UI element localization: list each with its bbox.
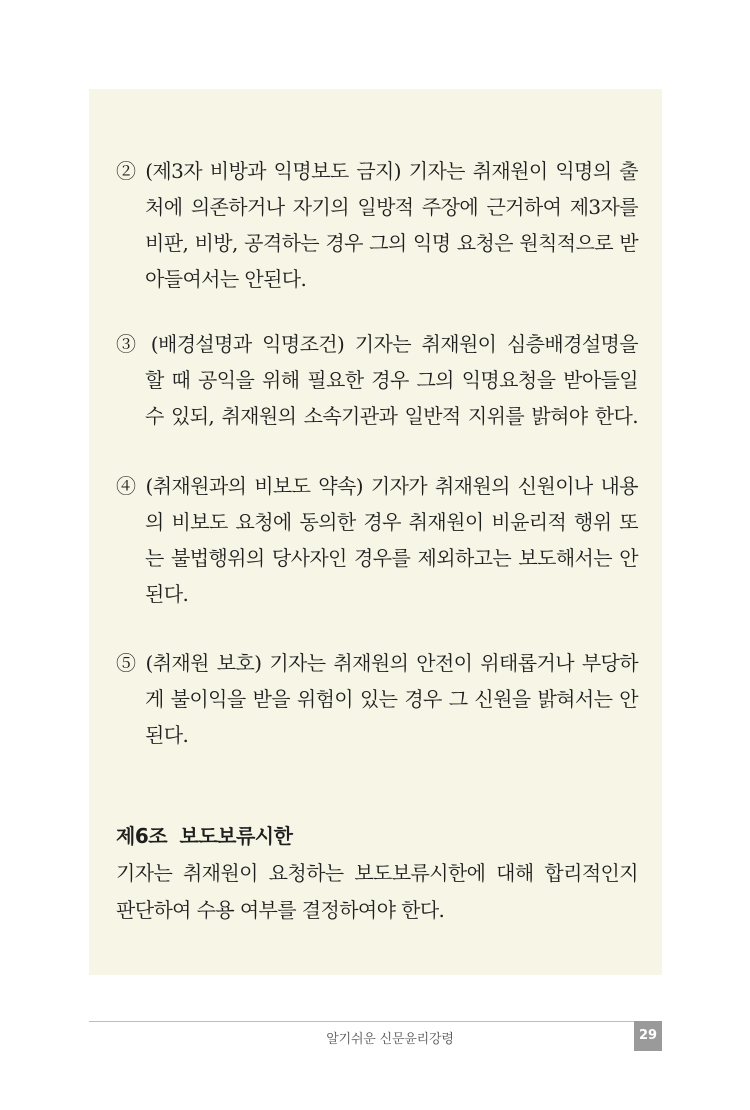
footer-divider — [89, 1021, 634, 1022]
clause-line: 처에 의존하거나 자기의 일방적 주장에 근거하여 제3자를 — [145, 195, 638, 219]
clause-line: 된다. — [145, 582, 189, 606]
clause-line: 수 있되, 취재원의 소속기관과 일반적 지위를 밝혀야 한다. — [145, 404, 638, 428]
article-body — [116, 855, 638, 929]
article-line: 판단하여 수용 여부를 결정하여야 한다. — [116, 898, 445, 922]
clause-line: 된다. — [145, 723, 189, 747]
page-number-badge: 29 — [634, 1021, 662, 1051]
footer-book-title: 알기쉬운 신문윤리강령 — [326, 1032, 454, 1047]
clause-line: 게 불이익을 받을 위험이 있는 경우 그 신원을 밝혀서는 안 — [145, 687, 638, 711]
clause-line: 의 비보도 요청에 동의한 경우 취재원이 비윤리적 행위 또 — [145, 510, 638, 534]
clause-line: 할 때 공익을 위해 필요한 경우 그의 익명요청을 받아들일 — [145, 368, 638, 392]
clause-line: 비판, 비방, 공격하는 경우 그의 익명 요청은 원칙적으로 받 — [145, 231, 638, 255]
clause-line: 아들여서는 안된다. — [145, 267, 307, 291]
clause-5 — [116, 645, 638, 753]
article-line: 기자는 취재원이 요청하는 보도보류시한에 대해 합리적인지 — [116, 861, 638, 885]
clause-3 — [116, 326, 638, 434]
clause-line: ③ (배경설명과 익명조건) 기자는 취재원이 심층배경설명을 — [116, 332, 638, 356]
clause-2 — [116, 153, 638, 297]
clause-line: ⑤ (취재원 보호) 기자는 취재원의 안전이 위태롭거나 부당하 — [116, 651, 638, 675]
article-title: 제6조 보도보류시한 — [116, 824, 293, 848]
clause-line: ④ (취재원과의 비보도 약속) 기자가 취재원의 신원이나 내용 — [116, 474, 638, 498]
clause-line: 는 불법행위의 당사자인 경우를 제외하고는 보도해서는 안 — [145, 546, 638, 570]
clause-4 — [116, 468, 638, 612]
clause-line: ② (제3자 비방과 익명보도 금지) 기자는 취재원이 익명의 출 — [116, 159, 638, 183]
